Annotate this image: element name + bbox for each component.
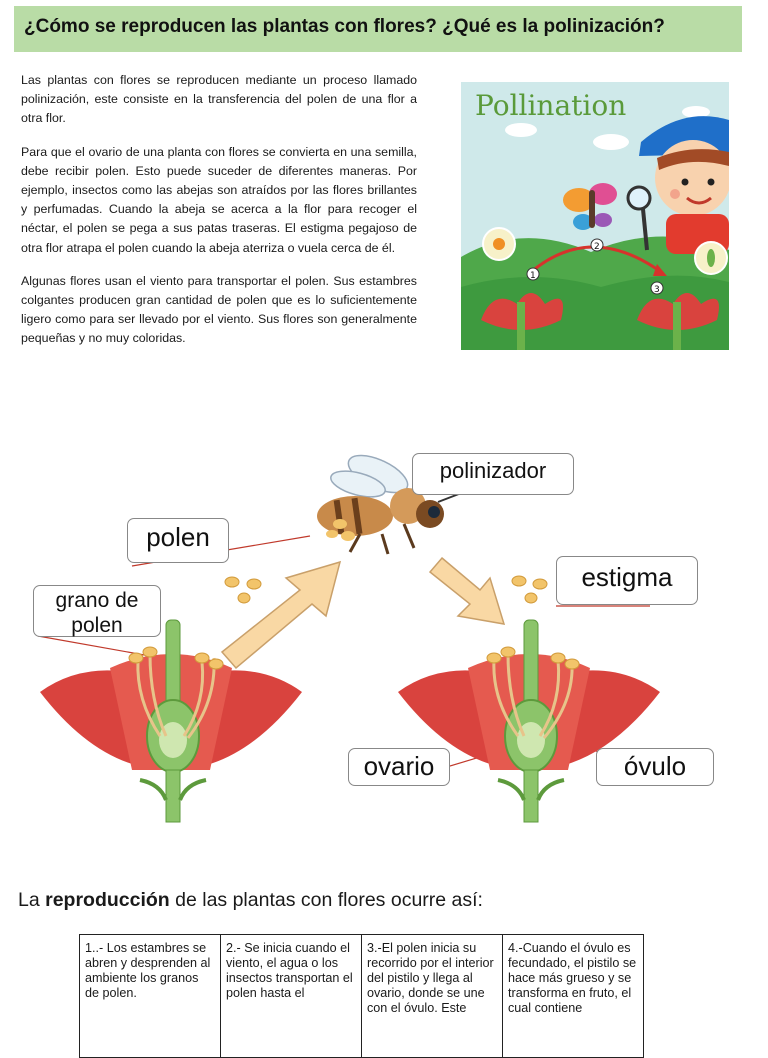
label-text: polinizador	[439, 458, 547, 483]
illustration-title: Pollination	[475, 89, 627, 122]
pollination-illustration	[461, 82, 729, 350]
step-number: 1	[530, 271, 536, 281]
label-grano-de-polen	[33, 585, 161, 637]
step-cell-2: 2.- Se inicia cuando el viento, el agua o los insectos transportan el polen hasta el	[221, 935, 362, 1058]
title-band	[14, 6, 742, 52]
label-estigma	[556, 556, 698, 605]
pollen-grains	[225, 576, 547, 603]
table-row	[80, 935, 644, 1058]
label-text: estigma	[581, 562, 673, 592]
intro-paragraph: Para que el ovario de una planta con flores se convierta en una semilla, debe recibir polen. Esto puede suceder de diferentes maneras. Por ejemplo, insectos como las abejas son atraídos por las flores brillantes y perfumadas. Cuando la abeja se acerca a la flor para recoger el néctar, el polen se pega a sus patas traseras. El estigma pegajoso de otra flor atrapa el polen cuando la abeja aterriza o vuela cerca de él.	[21, 144, 417, 255]
label-polinizador	[412, 453, 574, 495]
label-ovario	[348, 748, 450, 786]
step-number: 3	[654, 285, 660, 295]
label-text: grano de	[55, 589, 139, 612]
intro-text	[21, 71, 417, 363]
intro-paragraph: Algunas flores usan el viento para transportar el polen. Sus estambres colgantes producen gran cantidad de polen que es lo suficientemente ligero como para ser llevado por el viento. Sus flores son generalmente pequeñas y no muy coloridas.	[21, 273, 417, 346]
heading-suffix: de las plantas con flores ocurre así:	[169, 889, 483, 911]
flower-left-diagram	[40, 620, 302, 822]
diagram-drawing	[10, 440, 758, 860]
step-cell-1: 1..- Los estambres se abren y desprenden al ambiente los granos de polen.	[80, 935, 221, 1058]
label-text: polen	[71, 614, 123, 638]
intro-paragraph: Las plantas con flores se reproducen mediante un proceso llamado polinización, este consiste en la transferencia del polen de una flor a otra flor.	[21, 73, 417, 126]
label-ovulo	[596, 748, 714, 786]
heading-prefix: La	[18, 889, 46, 911]
flower-right-diagram	[398, 620, 660, 822]
arrow-up-icon	[222, 562, 340, 668]
step-cell-3: 3.-El polen inicia su recorrido por el interior del pistilo y llega al ovario, donde se une con el óvulo. Este	[362, 935, 503, 1058]
page-title: ¿Cómo se reproducen las plantas con flores? ¿Qué es la polinización?	[24, 16, 665, 37]
arrow-down-icon	[430, 558, 504, 624]
steps-table	[79, 934, 644, 1058]
label-polen	[127, 518, 229, 563]
label-text: polen	[146, 522, 210, 552]
label-text: óvulo	[623, 751, 687, 781]
label-text: ovario	[363, 751, 435, 781]
step-cell-4: 4.-Cuando el óvulo es fecundado, el pistilo se hace más grueso y se transforma en fruto, el cual contiene	[503, 935, 644, 1058]
heading-bold: reproducción	[45, 889, 170, 911]
step-number: 2	[594, 242, 600, 252]
pollination-diagram	[10, 440, 758, 860]
steps-heading	[18, 889, 483, 912]
